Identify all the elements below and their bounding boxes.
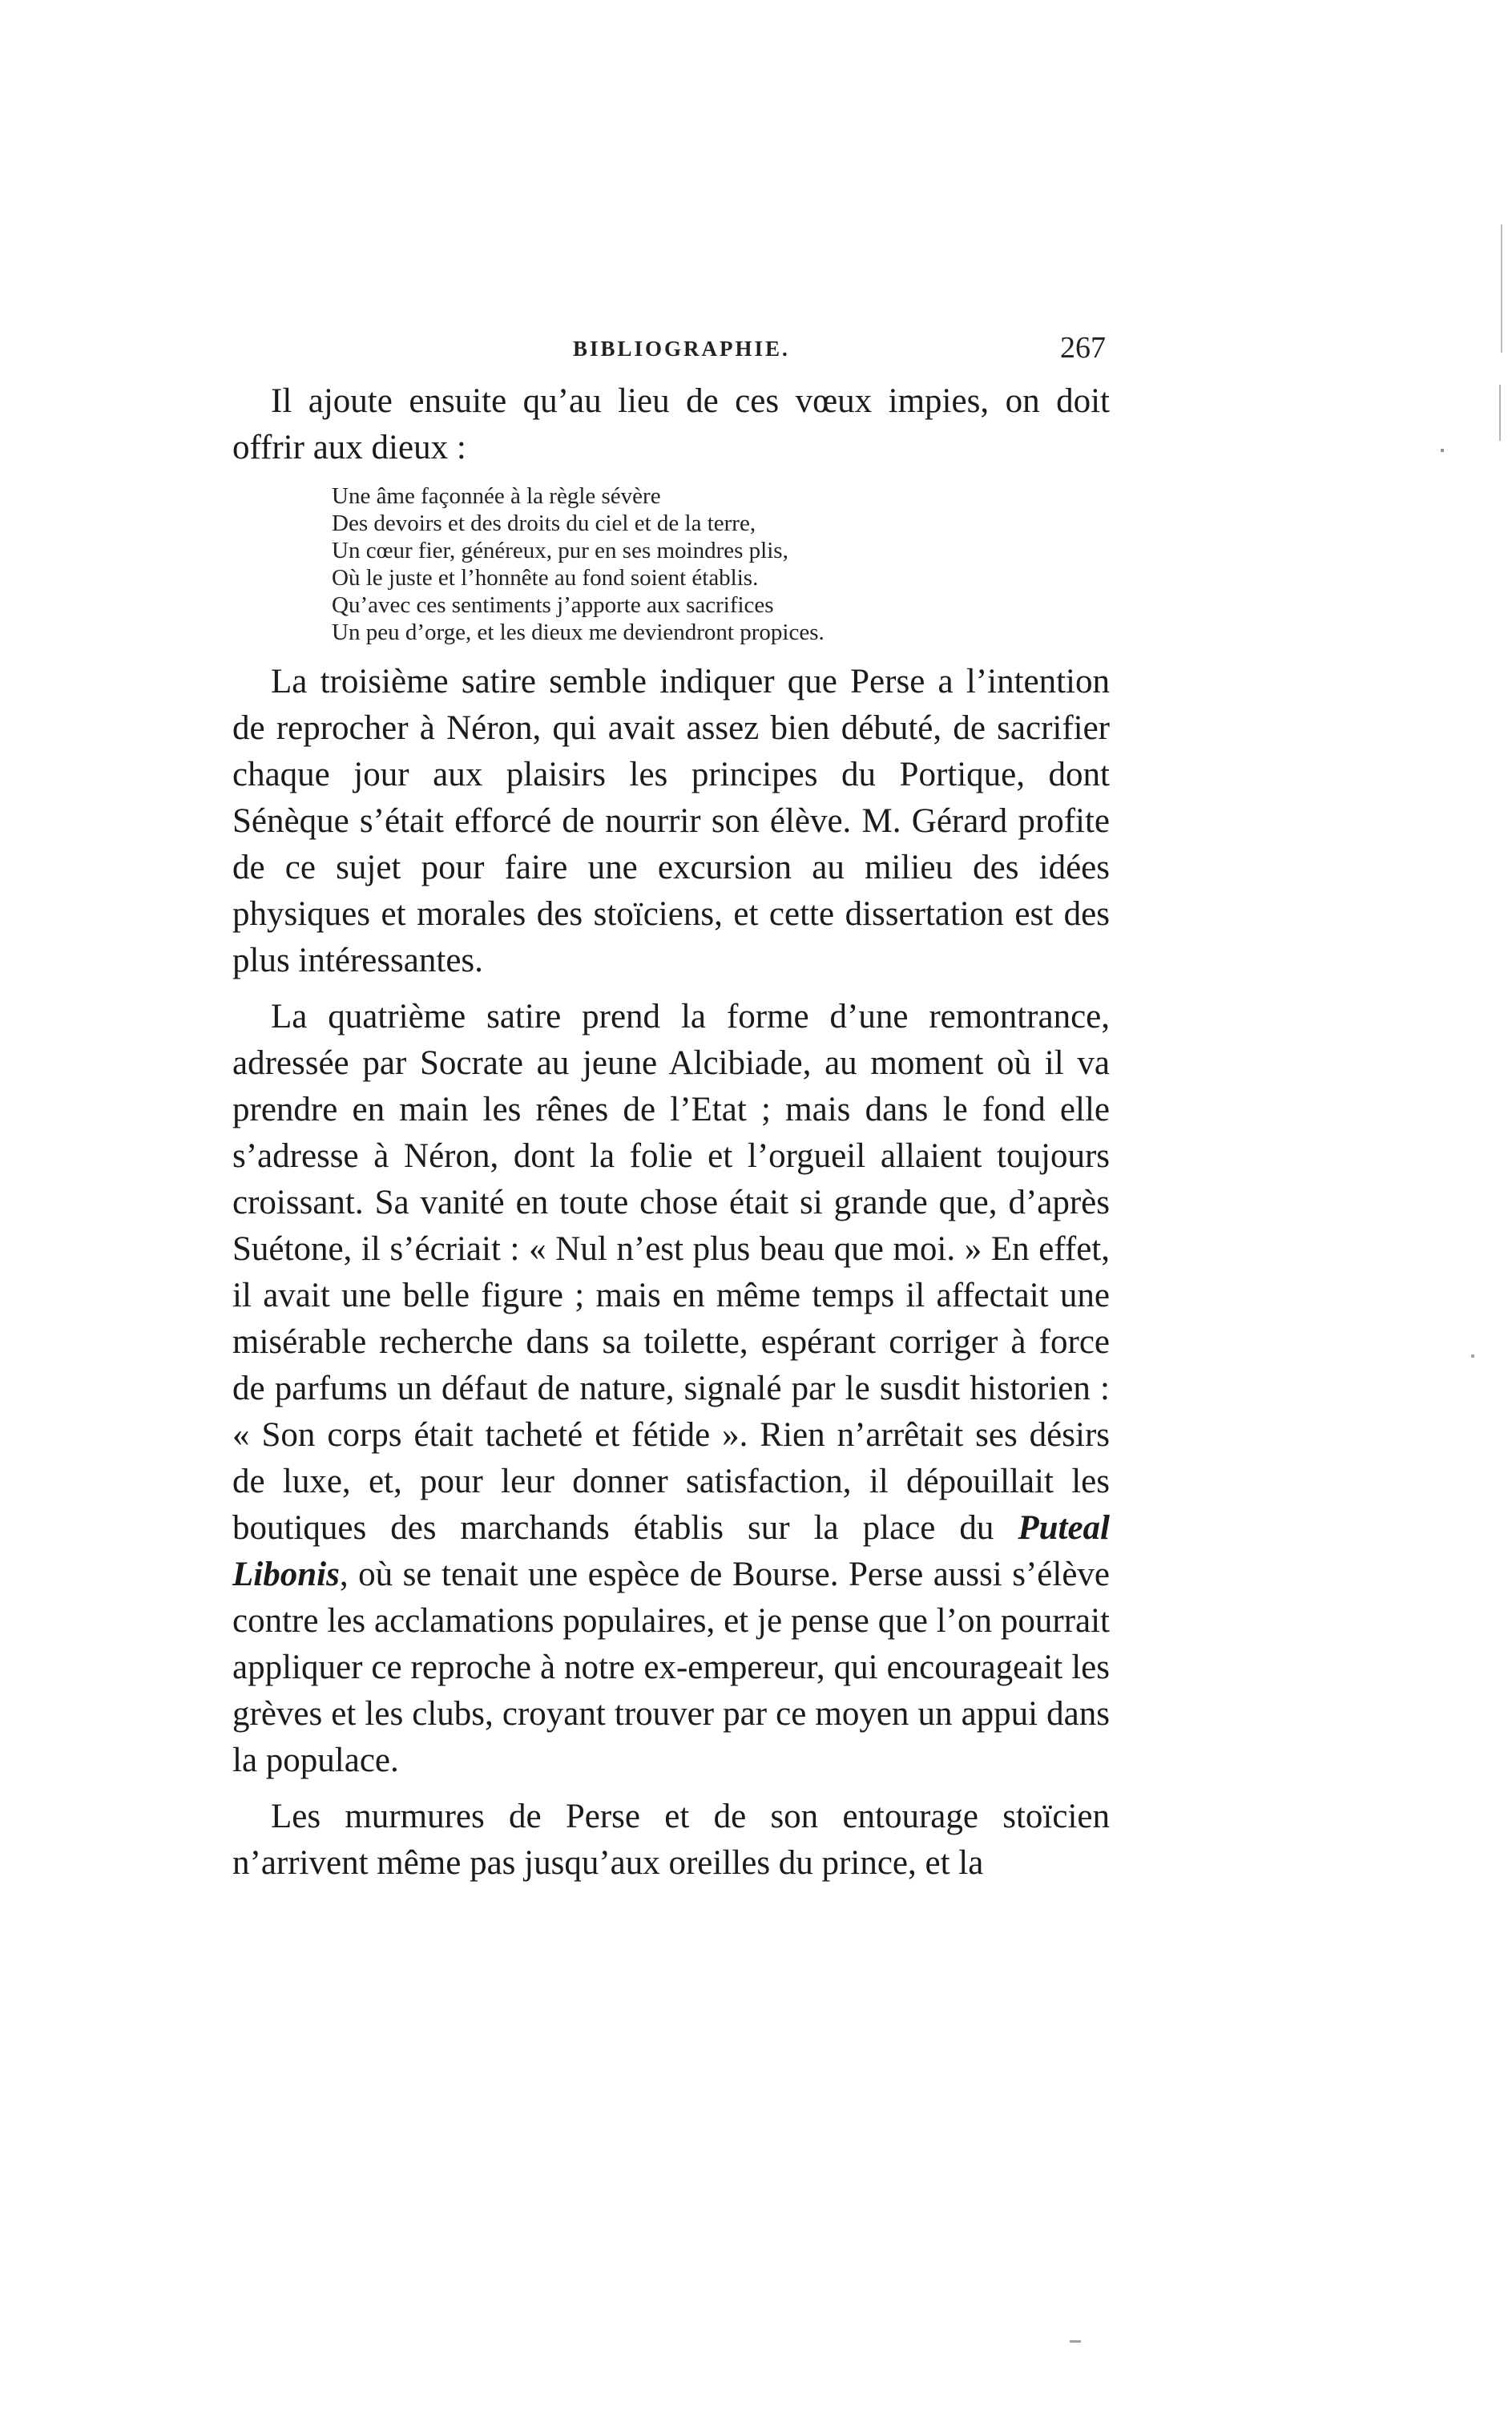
verse-line: Des devoirs et des droits du ciel et de la terre, bbox=[332, 511, 756, 536]
scan-mark bbox=[1499, 385, 1501, 441]
page-number: 267 bbox=[1060, 331, 1106, 365]
running-head bbox=[232, 327, 1110, 367]
running-title: BIBLIOGRAPHIE. bbox=[573, 337, 790, 361]
paragraph-3-text-a: La quatrième satire prend la forme d’une remontrance, adressée par Socrate au jeune Alcibiade, au moment où il va prendre en main les rênes de l’Etat ; mais dans le fond elle s’adresse à Néron, dont la folie et l’orgueil allaient toujours croissant. Sa vanité en toute chose était si grande que, d’après Suétone, il s’écriait : « Nul n’est plus beau que moi. » En effet, il avait une belle figure ; mais en même temps il affectait une misérable recherche dans sa toilette, espérant corriger à force de parfums un défaut de nature, signalé par le susdit historien : « Son corps était tacheté et fétide ». Rien n’arrêtait ses désirs de luxe, et, pour leur donner satisfaction, il dépouillait les boutiques des marchands établis sur la place du bbox=[232, 998, 1110, 1547]
paragraph-2: La troisième satire semble indiquer que Perse a l’intention de reprocher à Néron, qui avait assez bien débuté, de sacrifier chaque jour aux plaisirs les principes du Portique, dont Sénèque s’était efforcé de nourrir son élève. M. Gérard profite de ce sujet pour faire une excursion au milieu des idées physiques et morales des stoïciens, et cette dissertation est des plus intéressantes. bbox=[232, 663, 1110, 979]
paragraph-3 bbox=[232, 994, 1110, 1784]
scan-mark bbox=[1441, 449, 1444, 452]
verse-line: Où le juste et l’honnête au fond soient établis. bbox=[332, 565, 759, 591]
paragraph-4: Les murmures de Perse et de son entourage stoïcien n’arrivent même pas jusqu’aux oreilles du prince, et la bbox=[232, 1798, 1110, 1882]
paragraph-3-text-b: , où se tenait une espèce de Bourse. Perse aussi s’élève contre les acclamations populaires, et je pense que l’on pourrait appliquer ce reproche à notre ex-empereur, qui encourageait les grèves et les clubs, croyant trouver par ce moyen un appui dans la populace. bbox=[232, 1556, 1110, 1779]
verse-line: Un cœur fier, généreux, pur en ses moindres plis, bbox=[332, 538, 788, 563]
paragraph-3-italic-term: Puteal Libonis bbox=[232, 1509, 1110, 1593]
body-text bbox=[232, 378, 1110, 1887]
scan-mark bbox=[1471, 1354, 1474, 1358]
scan-mark bbox=[1070, 2340, 1081, 2343]
verse-line: Un peu d’orge, et les dieux me deviendront propices. bbox=[332, 620, 825, 645]
verse-line: Une âme façonnée à la règle sévère bbox=[332, 483, 661, 509]
verse-line: Qu’avec ces sentiments j’apporte aux sacrifices bbox=[332, 592, 774, 618]
verse-quotation bbox=[332, 482, 1110, 646]
paragraph-1: Il ajoute ensuite qu’au lieu de ces vœux impies, on doit offrir aux dieux : bbox=[232, 382, 1110, 466]
scan-mark bbox=[1501, 224, 1502, 353]
